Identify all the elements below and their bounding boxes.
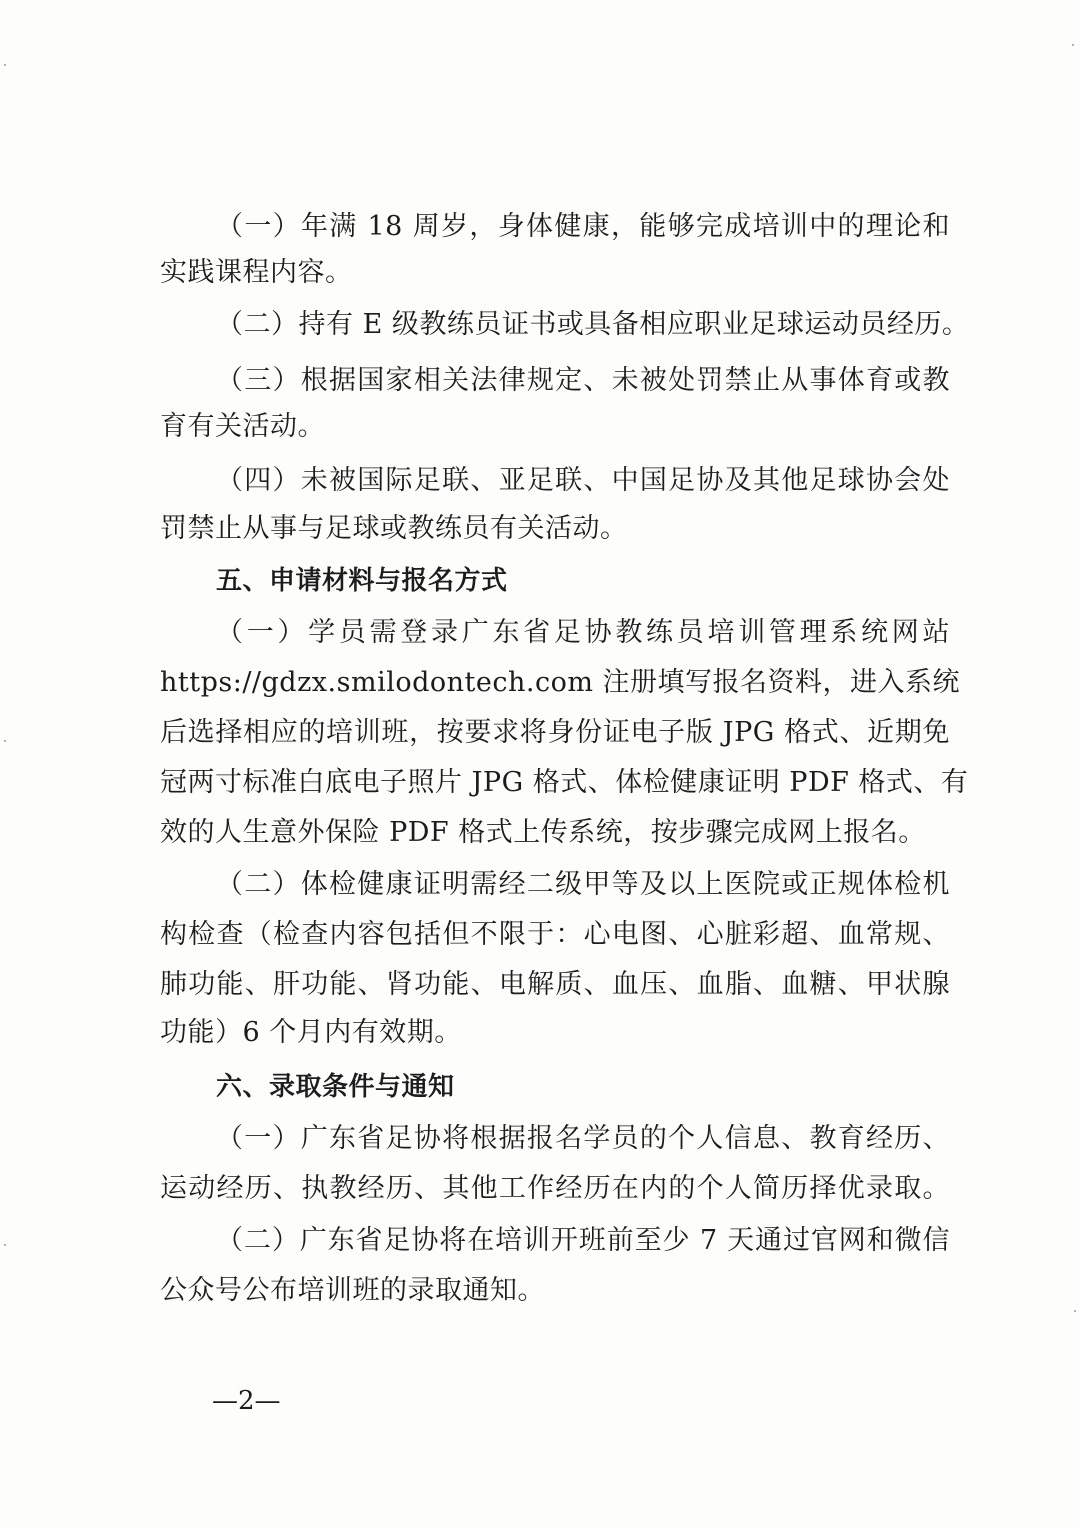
text-line: 实践课程内容。 — [160, 257, 353, 288]
text-line: 肺功能、肝功能、肾功能、电解质、血压、血脂、血糖、甲状腺 — [160, 969, 950, 1000]
scan-mark — [1072, 44, 1074, 46]
text-line: 效的人生意外保险 PDF 格式上传系统，按步骤完成网上报名。 — [160, 817, 926, 848]
section-heading: 六、录取条件与通知 — [216, 1072, 455, 1102]
text-line: 育有关活动。 — [160, 411, 325, 442]
text-line: （一）学员需登录广东省足协教练员培训管理系统网站 — [216, 617, 950, 648]
text-line: 构检查（检查内容包括但不限于：心电图、心脏彩超、血常规、 — [160, 919, 950, 950]
scan-mark — [4, 740, 6, 742]
text-line: https://gdzx.smilodontech.com 注册填写报名资料，进入系统 — [160, 667, 961, 698]
text-line: 功能）6 个月内有效期。 — [160, 1017, 462, 1048]
page-number: —2— — [212, 1386, 281, 1416]
scan-mark — [4, 1244, 6, 1246]
text-line: （一）广东省足协将根据报名学员的个人信息、教育经历、 — [216, 1123, 950, 1154]
text-line: （二）体检健康证明需经二级甲等及以上医院或正规体检机 — [216, 869, 950, 900]
scan-mark — [1074, 1310, 1076, 1312]
text-line: 后选择相应的培训班，按要求将身份证电子版 JPG 格式、近期免 — [160, 717, 950, 748]
text-line: 罚禁止从事与足球或教练员有关活动。 — [160, 513, 628, 544]
text-line: （一）年满 18 周岁，身体健康，能够完成培训中的理论和 — [216, 211, 950, 242]
text-line: （三）根据国家相关法律规定、未被处罚禁止从事体育或教 — [216, 365, 950, 396]
text-line: 冠两寸标准白底电子照片 JPG 格式、体检健康证明 PDF 格式、有 — [160, 767, 969, 798]
section-heading: 五、申请材料与报名方式 — [216, 566, 508, 596]
text-line: （二）持有 E 级教练员证书或具备相应职业足球运动员经历。 — [216, 309, 970, 340]
scan-mark — [4, 64, 6, 66]
text-line: （二）广东省足协将在培训开班前至少 7 天通过官网和微信 — [216, 1225, 950, 1256]
text-line: 公众号公布培训班的录取通知。 — [160, 1275, 545, 1306]
text-line: （四）未被国际足联、亚足联、中国足协及其他足球协会处 — [216, 465, 950, 496]
text-line: 运动经历、执教经历、其他工作经历在内的个人简历择优录取。 — [160, 1173, 950, 1204]
